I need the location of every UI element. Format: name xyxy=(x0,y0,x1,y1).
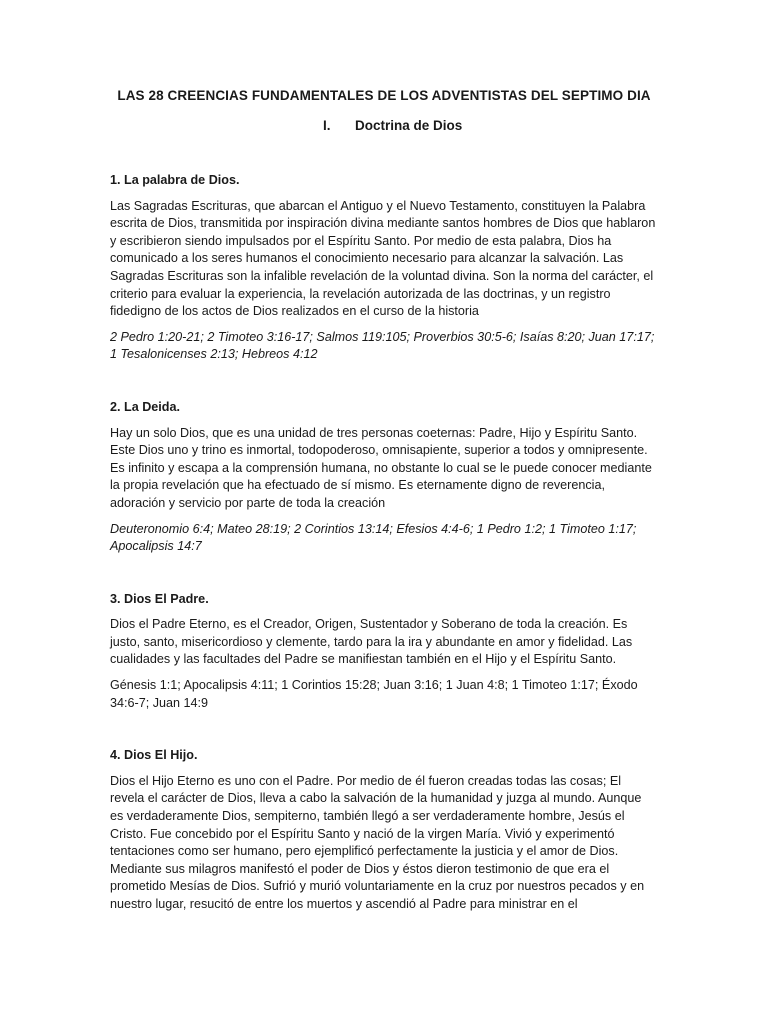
belief-item-4 xyxy=(110,747,658,913)
belief-title: 4. Dios El Hijo. xyxy=(110,748,198,763)
section-number: I. xyxy=(323,118,331,133)
belief-body: Dios el Hijo Eterno es uno con el Padre. Por medio de él fueron creadas todas las cosas; El revela el carácter de Dios, lleva a cabo la salvación de la humanidad y juzga al mundo. Aunque es verdaderamente Dios, sempiterno, también llegó a ser verdaderamente hombre, Jesús el Cristo. Fue concebido por el Espíritu Santo y nació de la virgen María. Vivió y experimentó tentaciones como ser humano, pero ejemplificó perfectamente la justicia y el amor de Dios. Mediante sus milagros manifestó el poder de Dios y éstos dieron testimonio de que era el prometido Mesías de Dios. Sufrió y murió voluntariamente en la cruz por nuestros pecados y en nuestro lugar, resucitó de entre los muertos y ascendió al Padre para ministrar en el xyxy=(110,773,645,911)
belief-references: 2 Pedro 1:20-21; 2 Timoteo 3:16-17; Salmos 119:105; Proverbios 30:5-6; Isaías 8:20; Juan 17:17; 1 Tesalonicenses 2:13; Hebreos 4:12 xyxy=(110,329,655,362)
belief-body: Las Sagradas Escrituras, que abarcan el Antiguo y el Nuevo Testamento, constituyen la Palabra escrita de Dios, transmitida por inspiración divina mediante santos hombres de Dios que hablaron y escribieron siendo impulsados por el Espíritu Santo. Por medio de esta palabra, Dios ha comunicado a los seres humanos el conocimiento necesario para alcanzar la salvación. Las Sagradas Escrituras son la infalible revelación de la voluntad divina. Son la norma del carácter, el criterio para evaluar la experiencia, la revelación autorizada de las doctrinas, y un registro fidedigno de los actos de Dios realizados en el curso de la historia xyxy=(110,198,656,319)
document-title: LAS 28 CREENCIAS FUNDAMENTALES DE LOS ADVENTISTAS DEL SEPTIMO DIA xyxy=(117,88,651,103)
belief-references: Génesis 1:1; Apocalipsis 4:11; 1 Corintios 15:28; Juan 3:16; 1 Juan 4:8; 1 Timoteo 1:17; Éxodo 34:6-7; Juan 14:9 xyxy=(110,678,638,710)
document-content xyxy=(110,172,658,922)
belief-body: Hay un solo Dios, que es una unidad de tres personas coeternas: Padre, Hijo y Espíritu Santo. Este Dios uno y trino es inmortal, todopoderoso, omnisapiente, superior a todos y omnipresente. Es infinito y escapa a la comprensión humana, no obstante lo cual se le puede conocer mediante la propia revelación que ha efectuado de sí mismo. Es eternamente digno de reverencia, adoración y servicio por parte de toda la creación xyxy=(110,425,652,510)
belief-references: Deuteronomio 6:4; Mateo 28:19; 2 Corintios 13:14; Efesios 4:4-6; 1 Pedro 1:2; 1 Timoteo 1:17; Apocalipsis 14:7 xyxy=(110,521,637,554)
belief-item-2 xyxy=(110,399,658,556)
belief-title: 1. La palabra de Dios. xyxy=(110,173,240,187)
belief-title: 2. La Deida. xyxy=(110,399,180,414)
belief-item-1 xyxy=(110,172,658,364)
belief-body: Dios el Padre Eterno, es el Creador, Origen, Sustentador y Soberano de toda la creación. Es justo, santo, misericordioso y clemente, tardo para la ira y abundante en amor y fidelidad. Las cualidades y las facultades del Padre se manifiestan también en el Hijo y el Espíritu Santo. xyxy=(110,617,633,667)
belief-title: 3. Dios El Padre. xyxy=(110,591,209,606)
section-title: Doctrina de Dios xyxy=(355,118,463,133)
belief-item-3 xyxy=(110,591,658,713)
